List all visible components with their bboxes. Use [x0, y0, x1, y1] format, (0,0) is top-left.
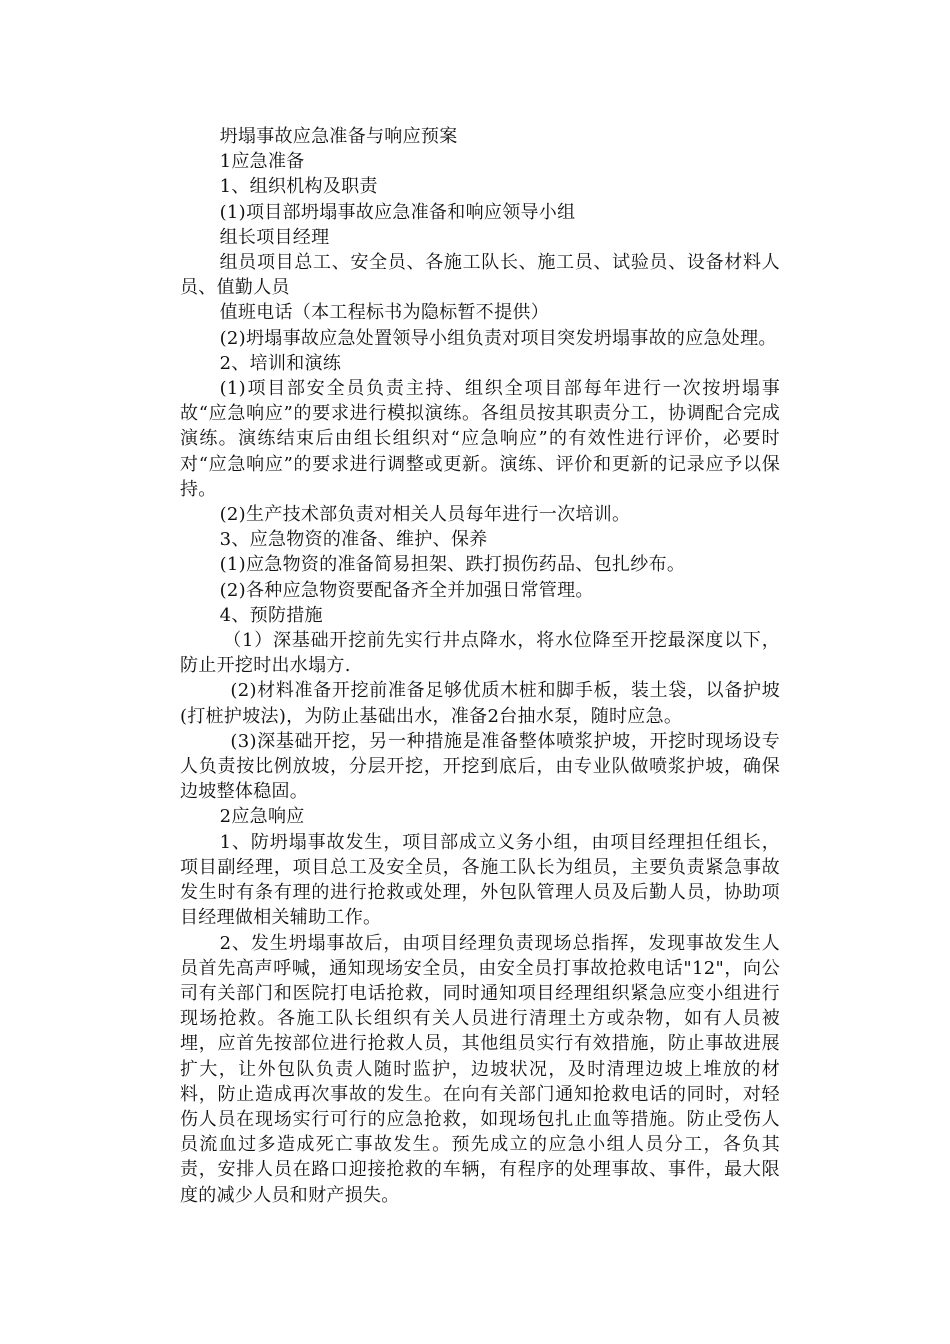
paragraph: (1)项目部坍塌事故应急准备和响应领导小组	[219, 201, 576, 223]
paragraph: 1、防坍塌事故发生，项目部成立义务小组，由项目经理担任组长，项目副经理，项目总工及安全员，各施工队长为组员，主要负责紧急事故发生时有条有理的进行抢救或处理，外包队管理人员及后勤人员，协助项目经理做相关辅助工作。	[180, 831, 780, 929]
paragraph: (1)应急物资的准备简易担架、跌打损伤药品、包扎纱布。	[219, 554, 686, 576]
paragraph: (2)坍塌事故应急处置领导小组负责对项目突发坍塌事故的应急处理。	[219, 327, 777, 349]
subsection-heading: 3、应急物资的准备、维护、保养	[219, 529, 488, 551]
paragraph: (1)项目部安全员负责主持、组织全项目部每年进行一次按坍塌事故“应急响应”的要求进行模拟演练。各组员按其职责分工，协调配合完成演练。演练结束后由组长组织对“应急响应”的有效性进行评价，必要时对“应急响应”的要求进行调整或更新。演练、评价和更新的记录应予以保持。	[180, 378, 780, 500]
paragraph: (3)深基础开挖，另一种措施是准备整体喷浆护坡，开挖时现场设专人负责按比例放坡，分层开挖，开挖到底后，由专业队做喷浆护坡，确保边坡整体稳固。	[180, 730, 780, 803]
subsection-heading: 4、预防措施	[219, 604, 323, 626]
paragraph: (2)各种应急物资要配备齐全并加强日常管理。	[219, 579, 594, 601]
subsection-heading: 1、组织机构及职责	[219, 176, 378, 198]
paragraph: 组员项目总工、安全员、各施工队长、施工员、试验员、设备材料人员、值勤人员	[180, 252, 780, 299]
subsection-heading: 2、培训和演练	[219, 352, 342, 374]
document-body	[180, 124, 780, 1208]
paragraph: 2、发生坍塌事故后，由项目经理负责现场总指挥，发现事故发生人员首先高声呼喊，通知现场安全员，由安全员打事故抢救电话"12"，向公司有关部门和医院打电话抢救，同时通知项目经理组织紧急应变小组进行现场抢救。各施工队长组织有关人员进行清理土方或杂物，如有人员被埋，应首先按部位进行抢救人员，其他组员实行有效措施，防止事故进展扩大，让外包队负责人随时监护，边坡状况，及时清理边坡上堆放的材料，防止造成再次事故的发生。在向有关部门通知抢救电话的同时，对轻伤人员在现场实行可行的应急抢救，如现场包扎止血等措施。防止受伤人员流血过多造成死亡事故发生。预先成立的应急小组人员分工，各负其责，安排人员在路口迎接抢救的车辆，有程序的处理事故、事件，最大限度的减少人员和财产损失。	[180, 932, 780, 1206]
paragraph: （1）深基础开挖前先实行井点降水，将水位降至开挖最深度以下，防止开挖时出水塌方.	[180, 630, 780, 677]
section-heading: 1应急准备	[219, 151, 305, 173]
paragraph: (2)生产技术部负责对相关人员每年进行一次培训。	[219, 504, 631, 526]
paragraph: 组长项目经理	[219, 226, 330, 248]
paragraph: 值班电话（本工程标书为隐标暂不提供）	[219, 302, 549, 324]
section-heading: 2应急响应	[219, 806, 305, 828]
paragraph: (2)材料准备开挖前准备足够优质木桩和脚手板，装土袋，以备护坡(打桩护坡法)，为防止基础出水，准备2台抽水泵，随时应急。	[180, 680, 780, 727]
document-title: 坍塌事故应急准备与响应预案	[219, 126, 458, 147]
